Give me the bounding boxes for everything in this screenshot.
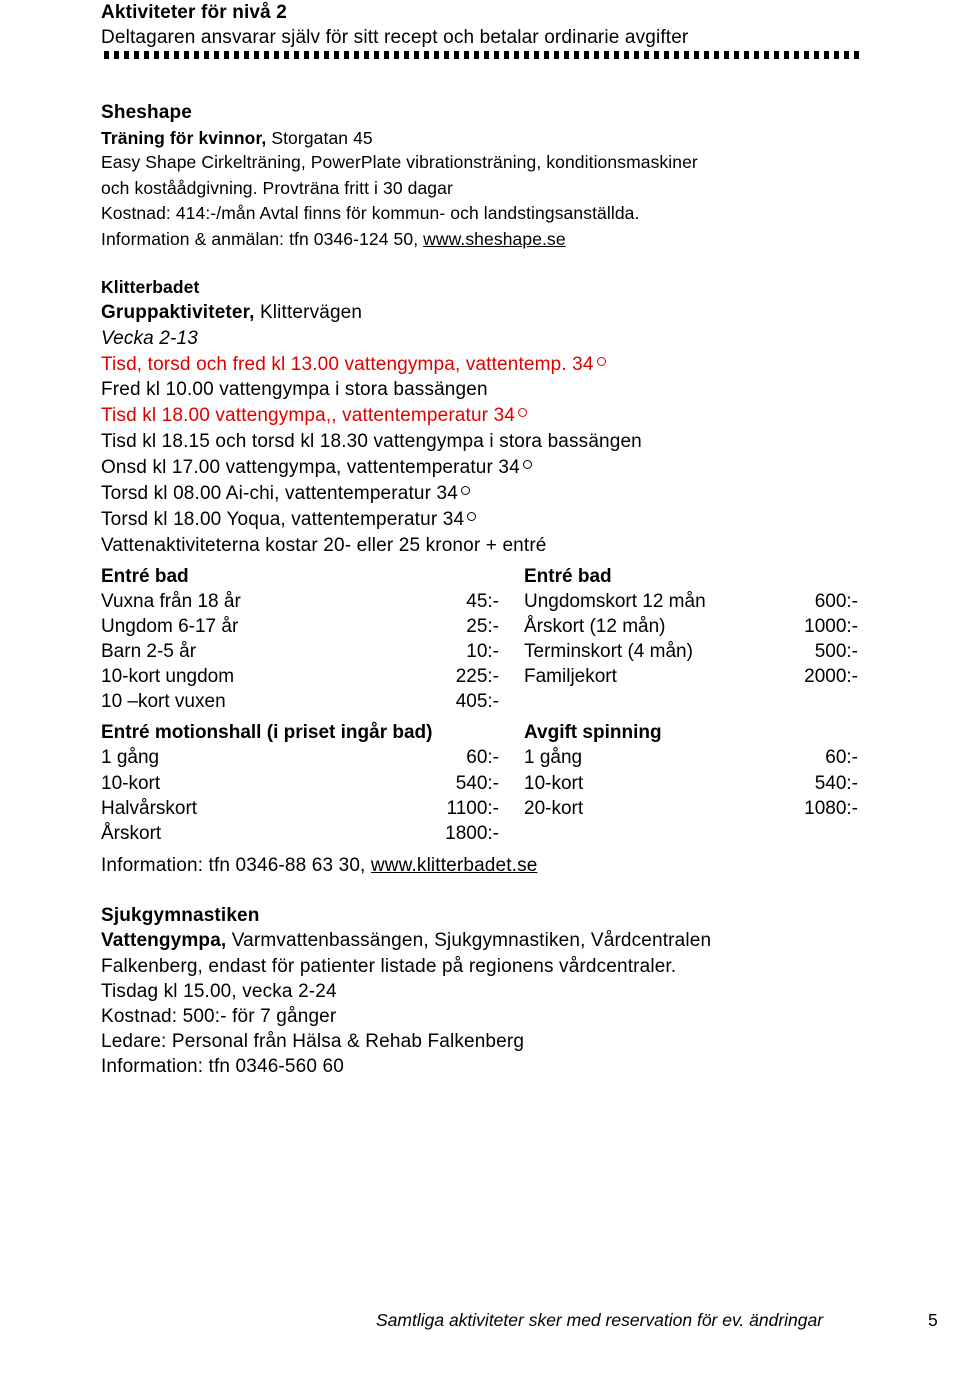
price-row: [524, 773, 858, 795]
schedule-item-7: [101, 509, 476, 531]
sheshape-line1-rest: Storgatan 45: [266, 128, 373, 148]
dotted-divider: [104, 51, 864, 59]
sheshape-line1: [101, 128, 373, 149]
schedule-item-1: [101, 354, 606, 376]
entre-bad-right-heading: [524, 566, 858, 588]
schedule-item-5: [101, 457, 532, 479]
price-row: [524, 798, 858, 820]
sjukgymnastiken-line3: Tisdag kl 15.00, vecka 2-24: [101, 981, 337, 1002]
price-value: 540:-: [455, 773, 499, 794]
sheshape-info-text: Information & anmälan: tfn 0346-124 50,: [101, 229, 424, 249]
degree-icon: [597, 357, 606, 366]
page-title: Aktiviteter för nivå 2: [101, 2, 287, 23]
schedule-item-2: Fred kl 10.00 vattengympa i stora bassängen: [101, 379, 488, 400]
cost-note: Vattenaktiviteterna kostar 20- eller 25 kronor + entré: [101, 535, 547, 556]
sheshape-line3: och koståådgivning. Provträna fritt i 30 dagar: [101, 178, 453, 198]
spinning-title: Avgift spinning: [524, 722, 662, 743]
sheshape-line2: Easy Shape Cirkelträning, PowerPlate vibrationsträning, konditionsmaskiner: [101, 152, 698, 172]
schedule-text-5: Onsd kl 17.00 vattengympa, vattentemperatur 34: [101, 457, 520, 478]
price-row: [101, 747, 499, 769]
price-label: Barn 2-5 år: [101, 641, 197, 662]
price-row: [101, 591, 499, 613]
price-label: 1 gång: [101, 747, 160, 768]
degree-icon: [523, 460, 532, 469]
schedule-item-4: Tisd kl 18.15 och torsd kl 18.30 vattengympa i stora bassängen: [101, 431, 642, 452]
schedule-item-3: [101, 405, 527, 427]
price-value: 10:-: [466, 641, 499, 662]
sheshape-line5: [101, 229, 566, 250]
klitterbadet-info-text: Information: tfn 0346-88 63 30,: [101, 855, 371, 876]
sheshape-line1-bold: Träning för kvinnor,: [101, 128, 267, 148]
entre-bad-right-title: Entré bad: [524, 566, 612, 587]
price-row: [101, 823, 499, 845]
klitterbadet-group-rest: Klittervägen: [254, 302, 363, 323]
schedule-text-7: Torsd kl 18.00 Yoqua, vattentemperatur 34: [101, 509, 465, 530]
price-value: 1100:-: [446, 798, 499, 819]
price-value: 1800:-: [445, 823, 499, 844]
price-value: 60:-: [466, 747, 499, 768]
price-label: 10-kort: [524, 773, 584, 794]
klitterbadet-group: [101, 302, 362, 324]
price-label: Årskort: [101, 823, 162, 844]
price-row: [524, 616, 858, 638]
klitterbadet-week: Vecka 2-13: [101, 328, 198, 349]
sheshape-heading: Sheshape: [101, 102, 192, 123]
price-row: [101, 773, 499, 795]
schedule-text-6: Torsd kl 08.00 Ai-chi, vattentemperatur 34: [101, 483, 458, 504]
footer-note: Samtliga aktiviteter sker med reservation för ev. ändringar: [376, 1310, 824, 1330]
schedule-text-3: Tisd kl 18.00 vattengympa,, vattentemperatur 34: [101, 405, 516, 426]
klitterbadet-heading: Klitterbadet: [101, 277, 200, 297]
motionshall-heading: [101, 722, 499, 744]
price-row: [101, 666, 499, 688]
price-label: Ungdomskort 12 mån: [524, 591, 706, 612]
page-subtitle: Deltagaren ansvarar själv för sitt recept och betalar ordinarie avgifter: [101, 27, 689, 48]
price-label: Årskort (12 mån): [524, 616, 666, 637]
price-row: [524, 641, 858, 663]
price-label: Terminskort (4 mån): [524, 641, 693, 662]
klitterbadet-info: [101, 855, 537, 877]
entre-bad-left-heading: [101, 566, 499, 588]
entre-bad-left-title: Entré bad: [101, 566, 189, 587]
schedule-text-1: Tisd, torsd och fred kl 13.00 vattengympa, vattentemp. 34: [101, 354, 594, 375]
price-value: 45:-: [466, 591, 499, 612]
price-value: 540:-: [814, 773, 858, 794]
schedule-item-6: [101, 483, 470, 505]
klitterbadet-link[interactable]: www.klitterbadet.se: [370, 855, 538, 876]
price-label: Ungdom 6-17 år: [101, 616, 239, 637]
sjukgymnastiken-line4: Kostnad: 500:- för 7 gånger: [101, 1006, 337, 1027]
degree-icon: [467, 512, 476, 521]
price-row: [101, 691, 499, 713]
price-value: 600:-: [814, 591, 858, 612]
price-value: 1080:-: [804, 798, 858, 819]
price-row: [524, 591, 858, 613]
price-value: 225:-: [455, 666, 499, 687]
price-value: 2000:-: [804, 666, 858, 687]
sheshape-line4: Kostnad: 414:-/mån Avtal finns för kommun- och landstingsanställda.: [101, 203, 640, 223]
sjukgymnastiken-line1-bold: Vattengympa,: [101, 930, 227, 951]
sjukgymnastiken-heading: Sjukgymnastiken: [101, 905, 260, 926]
price-row: [101, 641, 499, 663]
sjukgymnastiken-line1: [101, 930, 711, 952]
sjukgymnastiken-line5: Ledare: Personal från Hälsa & Rehab Falkenberg: [101, 1031, 525, 1052]
price-value: 25:-: [466, 616, 499, 637]
price-value: 1000:-: [804, 616, 858, 637]
page-number: 5: [928, 1310, 938, 1330]
price-value: 60:-: [825, 747, 858, 768]
price-label: 1 gång: [524, 747, 583, 768]
price-label: 10 –kort vuxen: [101, 691, 226, 712]
price-label: 10-kort ungdom: [101, 666, 235, 687]
price-label: 10-kort: [101, 773, 161, 794]
price-label: 20-kort: [524, 798, 584, 819]
price-label: Vuxna från 18 år: [101, 591, 241, 612]
price-row: [524, 747, 858, 769]
sjukgymnastiken-line6: Information: tfn 0346-560 60: [101, 1056, 344, 1077]
price-value: 500:-: [814, 641, 858, 662]
price-value: 405:-: [455, 691, 499, 712]
motionshall-title: Entré motionshall (i priset ingår bad): [101, 722, 433, 743]
sjukgymnastiken-line2: Falkenberg, endast för patienter listade på regionens vårdcentraler.: [101, 956, 677, 977]
sheshape-link[interactable]: www.sheshape.se: [423, 229, 566, 249]
klitterbadet-group-bold: Gruppaktiviteter,: [101, 302, 255, 323]
sjukgymnastiken-line1-rest: Varmvattenbassängen, Sjukgymnastiken, Vårdcentralen: [226, 930, 712, 951]
price-row: [524, 666, 858, 688]
price-row: [101, 798, 499, 820]
spinning-heading: [524, 722, 858, 744]
degree-icon: [461, 486, 470, 495]
price-label: Halvårskort: [101, 798, 198, 819]
price-label: Familjekort: [524, 666, 617, 687]
price-row: [101, 616, 499, 638]
degree-icon: [518, 408, 527, 417]
